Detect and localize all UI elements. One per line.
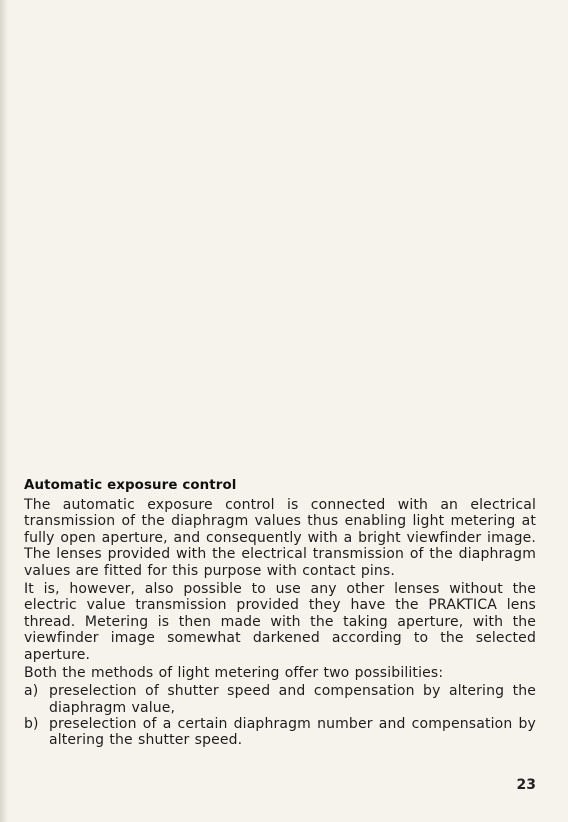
list-marker: b) [24,715,39,732]
paragraph: The automatic exposure control is connected with an electrical transmission of the diaphragm values thus enabling light metering at fully open aperture, and consequently with a bright viewfinder image. The lenses provided with the electrical transmission of the diaphragm values are fitted for this purpose with contact pins. [24,497,536,579]
section-body [24,477,536,748]
page-edge [0,0,8,822]
page-number: 23 [516,777,536,793]
possibilities-list [24,683,536,748]
paragraph: Both the methods of light metering offer two possibilities: [24,665,444,682]
list-text: preselection of a certain diaphragm number and compensation by altering the shutter speed. [49,715,536,749]
paragraph: It is, however, also possible to use any other lenses without the electric value transmission provided they have the PRAKTICA lens thread. Metering is then made with the taking aperture, with the viewfinder image somewhat darkened according to the selected aperture. [24,581,536,663]
section-heading: Automatic exposure control [24,478,237,493]
list-item [24,716,536,748]
list-text: preselection of shutter speed and compensation by altering the diaphragm value, [49,683,536,716]
list-marker: a) [24,683,39,700]
list-item [24,683,536,715]
